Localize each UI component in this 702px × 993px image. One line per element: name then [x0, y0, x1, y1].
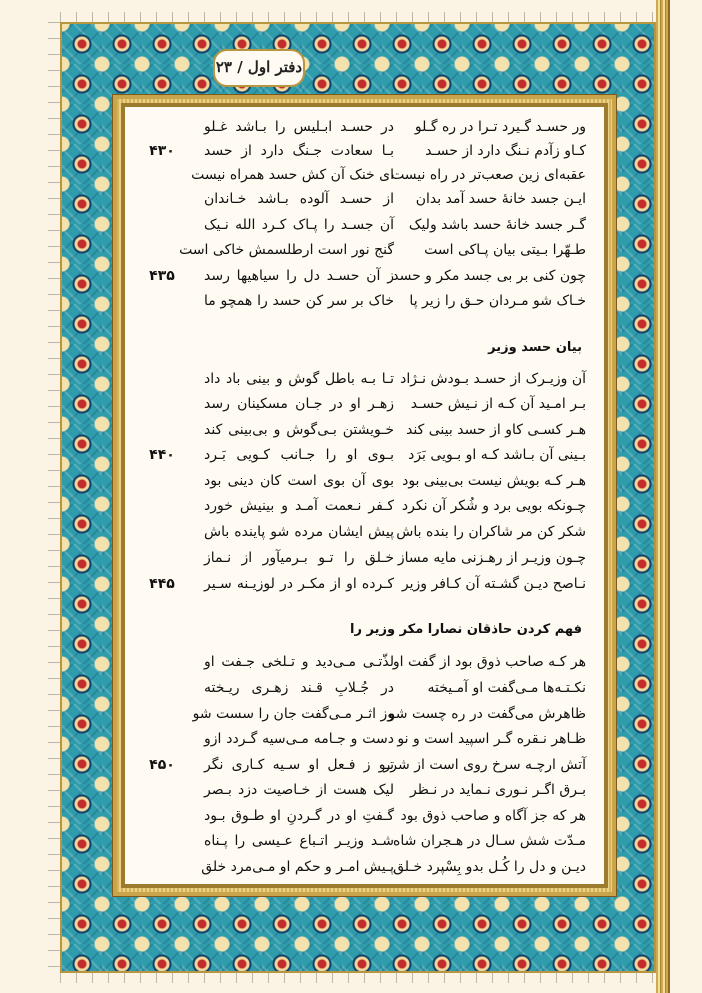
verse-right: بـینی آن بـاشد کـه او بـویی بَرَد [408, 447, 586, 463]
verse-right: خـاک شو مـردان حـق را زیر پا [409, 293, 586, 309]
verse-right: بـر امـید آن کـه از نـیش حسـد [410, 396, 586, 412]
verse-left: دست و جـامه مـی‌سیه گـردد ازو [204, 731, 394, 747]
verse-left: کـرده او از مکـر در لوزیـنه سـیر [204, 576, 394, 592]
verse-right: آتش ارچـه سرخ روی است از شرر [383, 757, 586, 773]
page-label: دفتر اول / ۲۳ [215, 58, 303, 76]
verse-left: پیش ایشان مرده شو پاینده باش [204, 524, 394, 540]
verse-right: نـاصح دیـن گشـته آن کـافر وزیر [401, 576, 586, 592]
verse-right: هر که جز آگاه و صاحب ذوق بود [400, 808, 586, 824]
verse-left: خـویشتن بـی‌گوش و بی‌بینی کند [204, 422, 394, 438]
verse-number [142, 392, 182, 416]
verse-left: پـیش امـر و حکم او مـی‌مرد خلق [201, 859, 394, 875]
verse-left: لیک هست از خـاصیت دزد بـصر [204, 782, 394, 798]
verse-right: ظاهرش می‌گفت در ره چست شو [388, 706, 586, 722]
verse-left: بوی آن بوی است کان دینی بود [204, 473, 394, 489]
tick-marks-left [48, 22, 60, 973]
verse-left: زهـر او در جـان مسکینان رسد [204, 396, 394, 412]
verse-number [142, 520, 182, 544]
section-heading: فهم کردن حاذقان نصارا مکر وزیر را [350, 622, 582, 637]
verse-number [142, 187, 182, 211]
verse-number [142, 855, 182, 879]
verse-right: عقبه‌ای زین صعب‌تر در راه نیست [391, 167, 586, 183]
verse-number [142, 115, 182, 139]
verse-number [142, 702, 182, 726]
verse-right: بـرق اگـر نـوری نـماید در نـظر [410, 782, 586, 798]
verse-right: چـون وزیـر از رهـزنی مایه مساز [397, 550, 586, 566]
verse-number [142, 238, 182, 262]
book-spine-edge [668, 0, 670, 993]
verse-left: بـا سعادت جـنگ دارد از حسد [204, 143, 394, 159]
verse-left: گنج نور است ارطلسمش خاکی است [179, 242, 394, 258]
verse-number: ۴۴۰ [149, 447, 175, 463]
verse-number [142, 778, 182, 802]
tick-marks-bottom [60, 973, 656, 983]
verse-right: چـونکه بویی برد و شُکر آن نکرد [401, 498, 586, 514]
verse-right: نکـتـه‌ها مـی‌گفت او آمـیخته [427, 680, 586, 696]
verse-left: کـفر نـعمت آمـد و بینیش خورد [204, 498, 394, 514]
verse-right: آن وزیـرک از حسـد بـودش نـژاد [400, 371, 586, 387]
verse-left: شـد وزیـر اتـباع عـیسی را پـناه [204, 833, 394, 849]
verse-right: گـر جسد خانۀ حسد باشد ولیک [408, 217, 586, 233]
verse-left: در حسـد ابـلیس را بـاشد غـلو [204, 119, 394, 135]
verse-left: لذّتـی مـی‌دید و تـلخی جـفت او [204, 654, 394, 670]
verse-number: ۴۵۰ [149, 757, 175, 773]
verse-number [142, 727, 182, 751]
verse-number [142, 367, 182, 391]
section-heading: بیان حسد وزیر [488, 340, 582, 355]
verse-left: از حسـد آلوده بـاشد خـاندان [204, 191, 394, 207]
verse-right: طـهّرا بـیتی بیان پـاکی است [424, 242, 586, 258]
tick-marks-top [60, 12, 656, 22]
verse-right: ایـن جسد خانۀ حسد آمد بدان [415, 191, 586, 207]
verse-number [142, 213, 182, 237]
verse-number [142, 676, 182, 700]
verse-number [142, 804, 182, 828]
verse-number [142, 546, 182, 570]
verse-number [142, 650, 182, 674]
book-spine [656, 0, 668, 993]
verse-number: ۴۳۰ [149, 143, 175, 159]
verse-right: ظـاهر نـقره گـر اسپید است و نو [397, 731, 586, 747]
verse-right: کـاو زآدم نـنگ دارد از حسـد [425, 143, 586, 159]
verse-number [142, 469, 182, 493]
verse-left: آن جسـد را پـاک کـرد الله نـیک [204, 217, 394, 233]
verse-left: تـا بـه باطل گوش و بینی باد داد [204, 371, 394, 387]
verse-right: شکر کن مر شاکران را بنده باش [396, 524, 586, 540]
verse-left: خـلق را تـو بـرمیآور از نـماز [204, 550, 394, 566]
verse-number [142, 418, 182, 442]
verse-right: چون کنی بر بی جسد مکر و حسد [392, 268, 586, 284]
verse-left: گـفتِ او در گـردنِ او طـوق بـود [204, 808, 394, 824]
verse-right: مـدّت شش سـال در هـجران شاه [393, 833, 586, 849]
verse-number: ۴۳۵ [149, 268, 175, 284]
verse-left: ای خنک آن کش حسد همراه نیست [191, 167, 394, 183]
verse-number [142, 829, 182, 853]
verse-number: ۴۴۵ [149, 576, 175, 592]
verse-right: دیـن و دل را کُـل بدو بِسْپرد خـلق [393, 859, 586, 875]
verse-right: ور حسـد گـیرد تـرا در ره گـلو [414, 119, 586, 135]
verse-left: وز اثـر مـی‌گفت جان را سست شو [192, 706, 394, 722]
verse-right: هـر کـه بویش نیست بی‌بینی بود [402, 473, 586, 489]
verse-right: هـر کسـی کاو از حسد بینی کند [406, 422, 586, 438]
verse-number [142, 289, 182, 313]
verse-left: در جُـلابِ قـند زهـری ریـخته [204, 680, 394, 696]
verse-left: تـو ز فـعل او سـیه کـاری نگر [204, 757, 394, 773]
verse-left: بـوی او را جـانب کـویی بَـرد [204, 447, 394, 463]
verse-number [142, 163, 182, 187]
verse-number [142, 494, 182, 518]
verse-right: هر کـه صاحب ذوق بود از گفت او [392, 654, 586, 670]
verse-left: ز آن حسـد دل را سیاهیها رسد [204, 268, 394, 284]
verse-left: خاک بر سر کن حسد را همچو ما [204, 293, 394, 309]
